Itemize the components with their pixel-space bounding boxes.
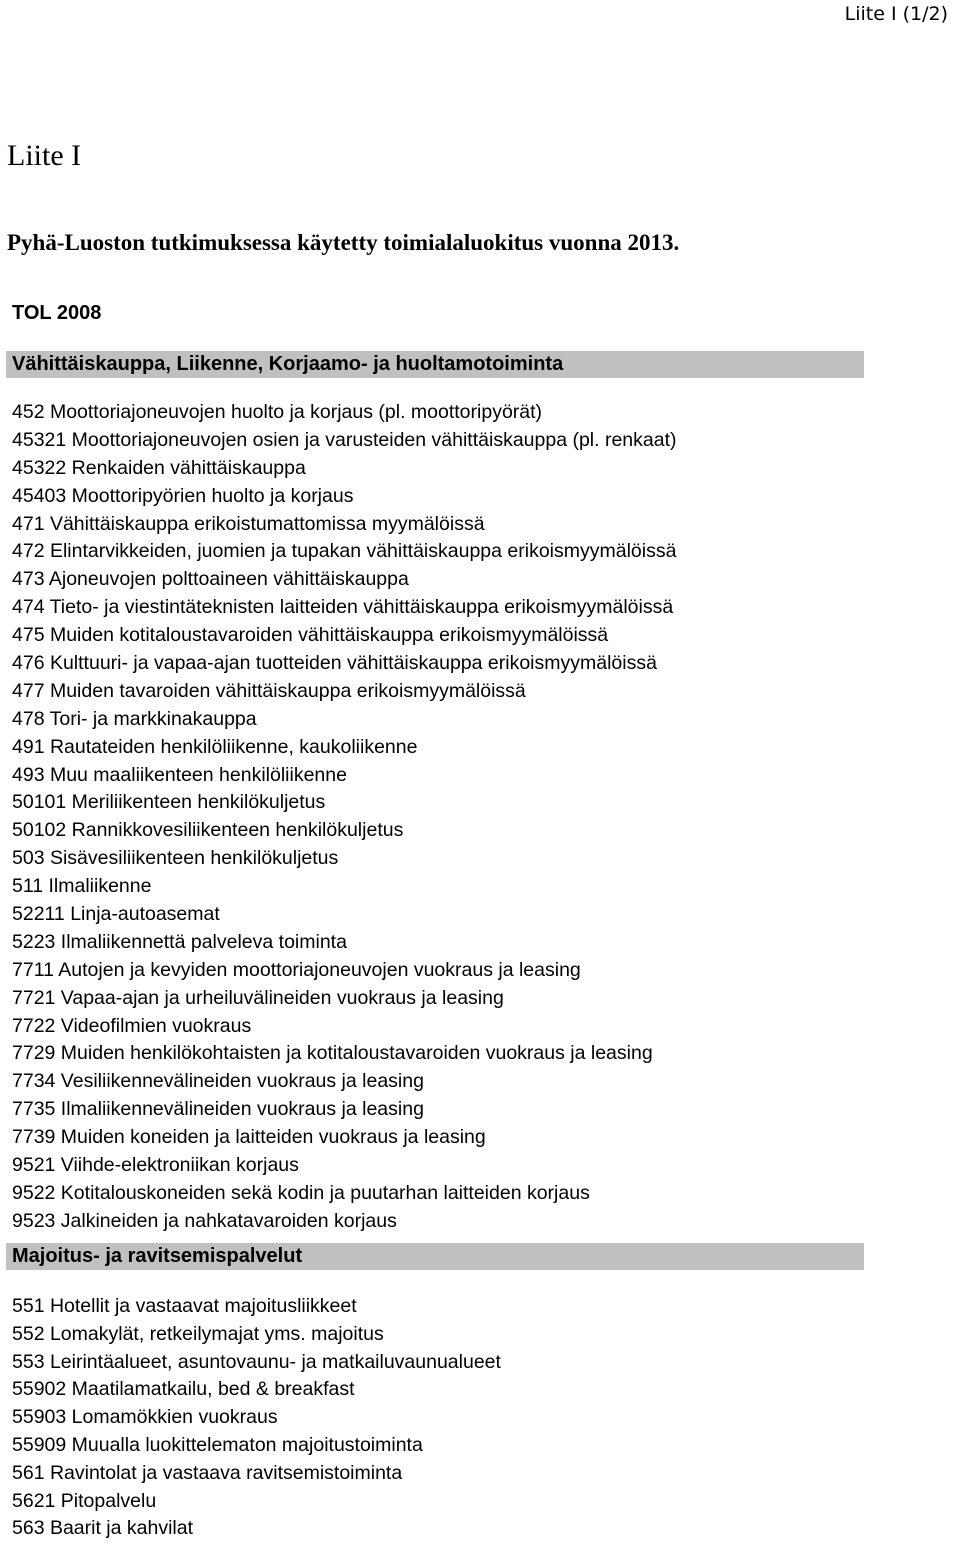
list-item: 491 Rautateiden henkilöliikenne, kaukoliikenne xyxy=(12,735,418,758)
document-subtitle: Pyhä-Luoston tutkimuksessa käytetty toimialaluokitus vuonna 2013. xyxy=(7,230,680,255)
list-item: 5223 Ilmaliikennettä palveleva toiminta xyxy=(12,930,347,953)
list-item: 55902 Maatilamatkailu, bed & breakfast xyxy=(12,1378,355,1401)
list-item: 7735 Ilmaliikennevälineiden vuokraus ja leasing xyxy=(12,1098,424,1121)
list-item: 563 Baarit ja kahvilat xyxy=(12,1517,194,1540)
list-item: 474 Tieto- ja viestintäteknisten laitteiden vähittäiskauppa erikoismyymälöissä xyxy=(12,596,674,619)
list-item: 50101 Meriliikenteen henkilökuljetus xyxy=(12,791,326,814)
list-item: 552 Lomakylät, retkeilymajat yms. majoitus xyxy=(12,1322,384,1345)
list-item: 7722 Videofilmien vuokraus xyxy=(12,1014,252,1037)
list-item: 493 Muu maaliikenteen henkilöliikenne xyxy=(12,763,347,786)
list-item: 477 Muiden tavaroiden vähittäiskauppa erikoismyymälöissä xyxy=(12,679,526,702)
list-item: 452 Moottoriajoneuvojen huolto ja korjaus (pl. moottoripyörät) xyxy=(12,401,543,423)
industry-list-accommodation-food xyxy=(12,1293,501,1543)
section-heading-retail-transport: Vähittäiskauppa, Liikenne, Korjaamo- ja huoltamotoiminta xyxy=(6,351,864,378)
list-item: 9523 Jalkineiden ja nahkatavaroiden korjaus xyxy=(12,1209,397,1232)
classification-label: TOL 2008 xyxy=(12,302,102,324)
list-item: 52211 Linja-autoasemat xyxy=(12,903,220,926)
list-item: 9521 Viihde-elektroniikan korjaus xyxy=(12,1154,299,1177)
list-item: 55903 Lomamökkien vuokraus xyxy=(12,1406,278,1429)
list-item: 9522 Kotitalouskoneiden sekä kodin ja puutarhan laitteiden korjaus xyxy=(12,1181,590,1204)
list-item: 476 Kulttuuri- ja vapaa-ajan tuotteiden vähittäiskauppa erikoismyymälöissä xyxy=(12,652,657,675)
list-item: 7721 Vapaa-ajan ja urheiluvälineiden vuokraus ja leasing xyxy=(12,986,504,1009)
list-item: 503 Sisävesiliikenteen henkilökuljetus xyxy=(12,847,339,870)
list-item: 511 Ilmaliikenne xyxy=(12,875,152,898)
list-item: 55909 Muualla luokittelematon majoitustoiminta xyxy=(12,1433,423,1456)
list-item: 473 Ajoneuvojen polttoaineen vähittäiskauppa xyxy=(12,568,409,591)
list-item: 45403 Moottoripyörien huolto ja korjaus xyxy=(12,484,354,507)
list-item: 5621 Pitopalvelu xyxy=(12,1489,157,1512)
document-title: Liite I xyxy=(7,139,82,172)
list-item: 7739 Muiden koneiden ja laitteiden vuokraus ja leasing xyxy=(12,1126,486,1149)
list-item: 475 Muiden kotitaloustavaroiden vähittäiskauppa erikoismyymälöissä xyxy=(12,624,609,647)
industry-list-retail-transport xyxy=(12,399,677,1236)
page-number-label: Liite I (1/2) xyxy=(844,3,948,25)
list-item: 45321 Moottoriajoneuvojen osien ja varusteiden vähittäiskauppa (pl. renkaat) xyxy=(12,428,677,451)
list-item: 478 Tori- ja markkinakauppa xyxy=(12,707,257,730)
list-item: 7711 Autojen ja kevyiden moottoriajoneuvojen vuokraus ja leasing xyxy=(12,958,581,981)
list-item: 7734 Vesiliikennevälineiden vuokraus ja leasing xyxy=(12,1070,424,1093)
list-item: 50102 Rannikkovesiliikenteen henkilökuljetus xyxy=(12,819,404,842)
section-heading-accommodation-food: Majoitus- ja ravitsemispalvelut xyxy=(6,1243,864,1270)
list-item: 471 Vähittäiskauppa erikoistumattomissa myymälöissä xyxy=(12,512,485,535)
list-item: 561 Ravintolat ja vastaava ravitsemistoiminta xyxy=(12,1461,403,1484)
list-item: 7729 Muiden henkilökohtaisten ja kotitaloustavaroiden vuokraus ja leasing xyxy=(12,1042,653,1065)
list-item: 472 Elintarvikkeiden, juomien ja tupakan vähittäiskauppa erikoismyymälöissä xyxy=(12,540,677,563)
list-item: 551 Hotellit ja vastaavat majoitusliikkeet xyxy=(12,1295,357,1317)
list-item: 45322 Renkaiden vähittäiskauppa xyxy=(12,456,306,479)
list-item: 553 Leirintäalueet, asuntovaunu- ja matkailuvaunualueet xyxy=(12,1350,501,1373)
